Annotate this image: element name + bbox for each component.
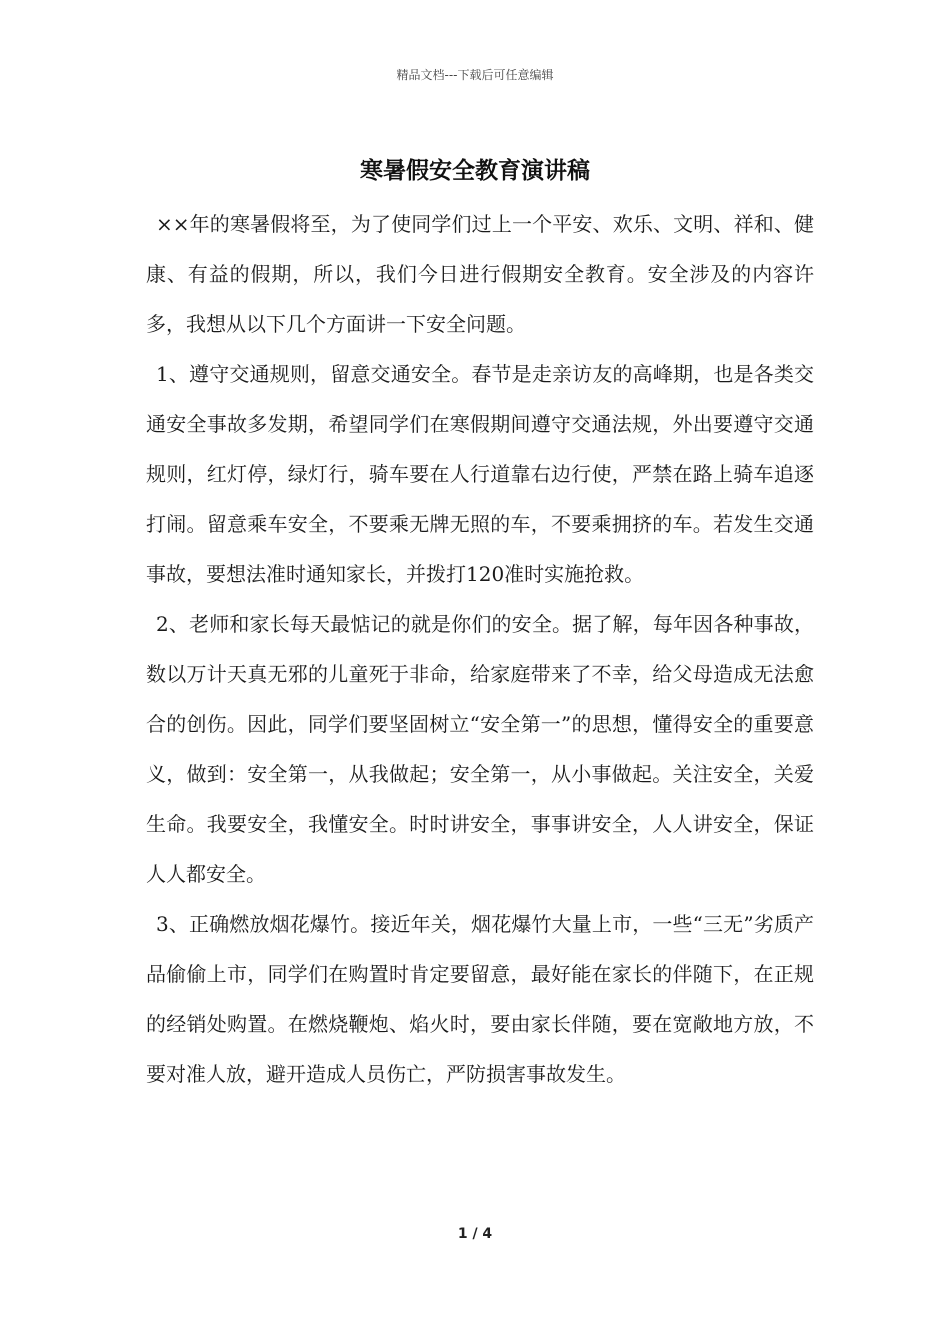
page-number: 1 / 4 — [457, 1226, 493, 1242]
paragraph-safety-first: 2、老师和家长每天最惦记的就是你们的安全。据了解，每年因各种事故，数以万计天真无邪的儿童死于非命，给家庭带来了不幸，给父母造成无法愈合的创伤。因此，同学们要坚固树立“安全第一”的思想，懂得安全的重要意义，做到：安全第一，从我做起；安全第一，从小事做起。关注安全，关爱生命。我要安全，我懂安全。时时讲安全，事事讲安全，人人讲安全，保证人人都安全。 — [146, 612, 814, 886]
paragraph-traffic-safety: 1、遵守交通规则，留意交通安全。春节是走亲访友的高峰期，也是各类交通安全事故多发期，希望同学们在寒假期间遵守交通法规，外出要遵守交通规则，红灯停，绿灯行，骑车要在人行道靠右边行使，严禁在路上骑车追逐打闹。留意乘车安全，不要乘无牌无照的车，不要乘拥挤的车。若发生交通事故，要想法准时通知家长，并拨打120准时实施抢救。 — [146, 362, 814, 586]
document-title: 寒暑假安全教育演讲稿 — [360, 157, 590, 184]
page-header-note: 精品文档---下载后可任意编辑 — [396, 68, 554, 82]
paragraph-fireworks: 3、正确燃放烟花爆竹。接近年关，烟花爆竹大量上市，一些“三无”劣质产品偷偷上市，同学们在购置时肯定要留意，最好能在家长的伴随下，在正规的经销处购置。在燃烧鞭炮、焰火时，要由家长伴随，要在宽敞地方放，不要对准人放，避开造成人员伤亡，严防损害事故发生。 — [146, 912, 814, 1086]
document-body — [146, 199, 814, 1099]
paragraph-intro: ××年的寒暑假将至，为了使同学们过上一个平安、欢乐、文明、祥和、健康、有益的假期，所以，我们今日进行假期安全教育。安全涉及的内容许多，我想从以下几个方面讲一下安全问题。 — [146, 212, 814, 336]
